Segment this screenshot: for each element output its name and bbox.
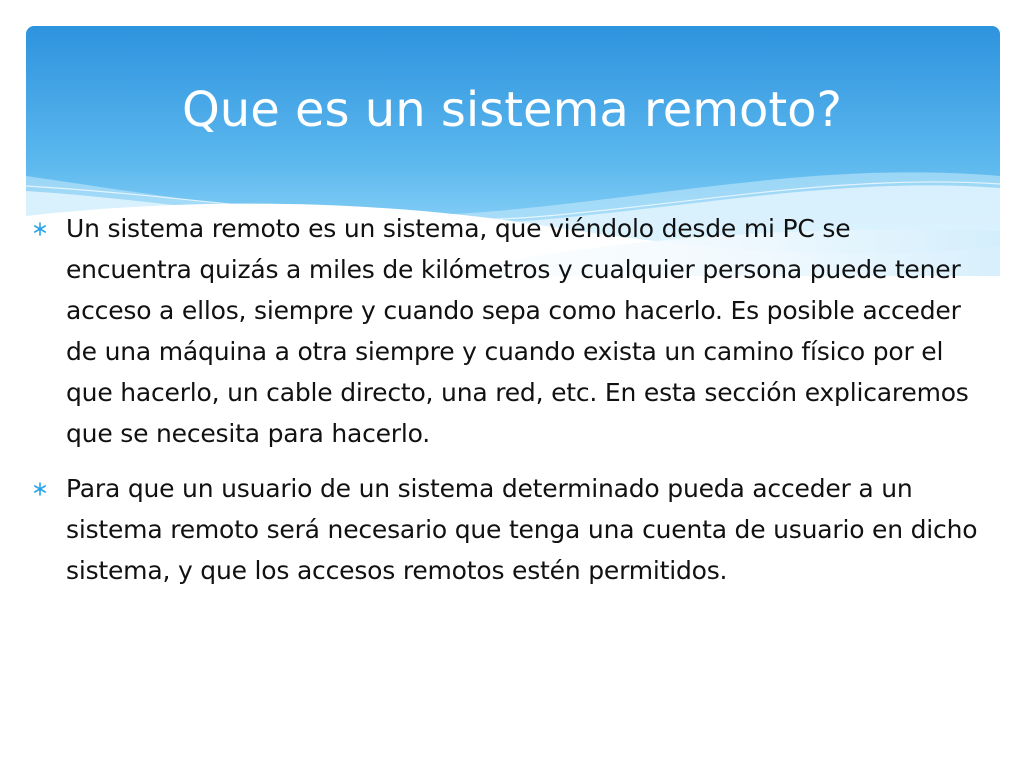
asterisk-icon — [33, 209, 49, 249]
asterisk-icon — [33, 469, 49, 509]
bullet-text: Un sistema remoto es un sistema, que viéndolo desde mi PC se encuentra quizás a miles de kilómetros y cualquier persona puede tener acceso a ellos, siempre y cuando sepa como hacerlo. Es posible acceder de una máquina a otra siempre y cuando exista un camino físico por el que hacerlo, un cable directo, una red, etc. En esta sección explicaremos que se necesita para hacerlo. — [66, 214, 969, 448]
list-item — [30, 468, 980, 591]
slide-title: Que es un sistema remoto? — [181, 82, 843, 138]
bullet-text: Para que un usuario de un sistema determinado pueda acceder a un sistema remoto será necesario que tenga una cuenta de usuario en dicho sistema, y que los accesos remotos estén permitidos. — [66, 474, 978, 585]
bullet-list — [30, 208, 980, 605]
list-item — [30, 208, 980, 454]
